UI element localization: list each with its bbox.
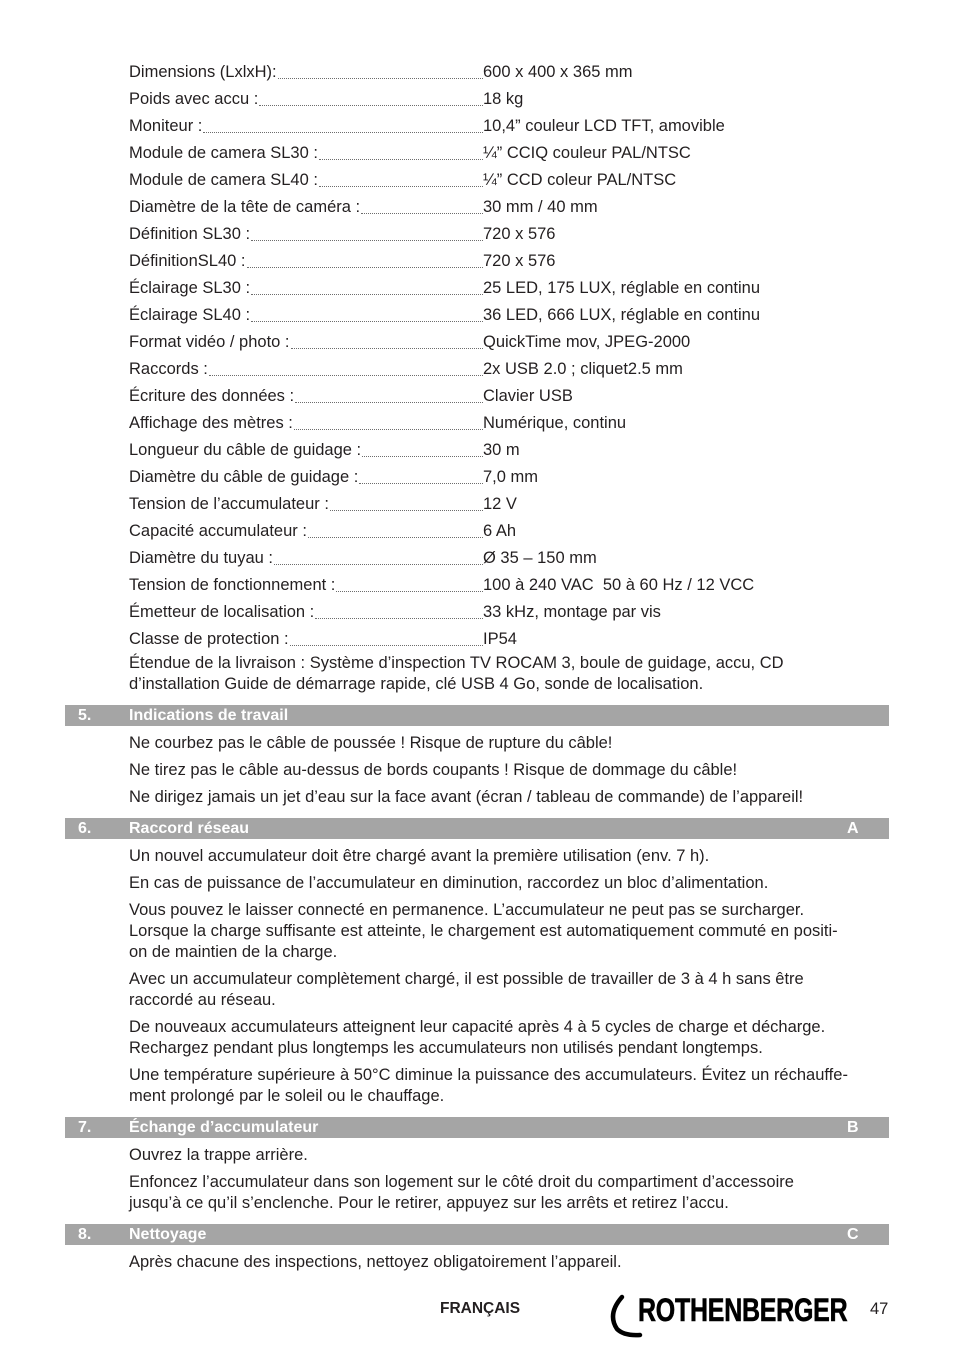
- spec-row: [129, 464, 954, 491]
- spec-row: [129, 599, 954, 626]
- text-line: Ne dirigez jamais un jet d’eau sur la face avant (écran / tableau de commande) de l’appareil!: [129, 788, 804, 806]
- dotted-leader: [315, 617, 483, 619]
- spec-label: Poids avec accu :: [129, 90, 259, 108]
- spec-row: [129, 383, 954, 410]
- spec-row: [129, 572, 954, 599]
- spec-label: Raccords :: [129, 360, 208, 378]
- dotted-leader: [291, 347, 484, 349]
- spec-label: Moniteur :: [129, 117, 203, 135]
- spec-label-cell: [129, 194, 483, 221]
- spec-label-cell: [129, 167, 483, 194]
- text-line: Étendue de la livraison : Système d’inspection TV ROCAM 3, boule de guidage, accu, CD: [129, 654, 784, 672]
- spec-value: 12 V: [483, 495, 517, 513]
- spec-label-cell: [129, 329, 483, 356]
- spec-label-cell: [129, 545, 483, 572]
- spec-value: Clavier USB: [483, 387, 573, 405]
- spec-label: Format vidéo / photo :: [129, 333, 290, 351]
- paragraph: [129, 1017, 954, 1059]
- spec-label-cell: [129, 86, 483, 113]
- spec-label-cell: [129, 302, 483, 329]
- spec-value: ¼” CCD coleur PAL/NTSC: [483, 171, 677, 189]
- text-line: Ouvrez la trappe arrière.: [129, 1146, 308, 1164]
- spec-label-cell: [129, 491, 483, 518]
- figure-reference: B: [847, 1119, 859, 1136]
- spec-row: [129, 356, 954, 383]
- spec-label: Éclairage SL40 :: [129, 306, 251, 324]
- dotted-leader: [330, 509, 483, 511]
- dotted-leader: [259, 104, 483, 106]
- paragraph: [129, 1252, 954, 1273]
- spec-label-cell: [129, 113, 483, 140]
- scope-of-delivery: [129, 653, 954, 695]
- figure-reference: A: [847, 820, 859, 837]
- text-line: d’installation Guide de démarrage rapide, clé USB 4 Go, sonde de localisation.: [129, 675, 704, 693]
- spec-row: [129, 518, 954, 545]
- section-title: Indications de travail: [129, 707, 289, 724]
- spec-value: 720 x 576: [483, 225, 556, 243]
- text-line: ment prolongé par le soleil ou le chauffage.: [129, 1087, 445, 1105]
- text-line: Une température supérieure à 50°C diminue la puissance des accumulateurs. Évitez un réchauffe-: [129, 1066, 848, 1084]
- text-line: Enfoncez l’accumulateur dans son logement sur le côté droit du compartiment d’accessoire: [129, 1173, 794, 1191]
- page-number: 47: [870, 1300, 889, 1318]
- footer-language: FRANÇAIS: [440, 1300, 521, 1317]
- paragraph: [129, 1172, 954, 1214]
- spec-label-cell: [129, 572, 483, 599]
- spec-label: Émetteur de localisation :: [129, 603, 315, 621]
- spec-row: [129, 59, 954, 86]
- dotted-leader: [278, 77, 483, 79]
- spec-row: [129, 248, 954, 275]
- spec-value: 10,4” couleur LCD TFT, amovible: [483, 117, 725, 135]
- spec-value: Numérique, continu: [483, 414, 627, 432]
- spec-label-cell: [129, 437, 483, 464]
- dotted-leader: [290, 644, 483, 646]
- paragraph: [129, 787, 954, 808]
- spec-value: 30 m: [483, 441, 520, 459]
- spec-label: Diamètre du tuyau :: [129, 549, 273, 567]
- section-number: 8.: [78, 1226, 92, 1243]
- spec-label-cell: [129, 410, 483, 437]
- spec-row: [129, 221, 954, 248]
- text-line: Ne courbez pas le câble de poussée ! Risque de rupture du câble!: [129, 734, 613, 752]
- text-line: De nouveaux accumulateurs atteignent leur capacité après 4 à 5 cycles de charge et décharge.: [129, 1018, 826, 1036]
- spec-value: IP54: [483, 630, 517, 648]
- dotted-leader: [319, 185, 483, 187]
- spec-label-cell: [129, 221, 483, 248]
- spec-value: 36 LED, 666 LUX, réglable en continu: [483, 306, 761, 324]
- dotted-leader: [251, 239, 483, 241]
- spec-label-cell: [129, 626, 483, 653]
- spec-label: Écriture des données :: [129, 387, 295, 405]
- spec-row: [129, 410, 954, 437]
- section-heading-bar: [65, 1224, 889, 1245]
- dotted-leader: [251, 293, 483, 295]
- spec-value: ¼” CCIQ couleur PAL/NTSC: [483, 144, 691, 162]
- text-line: En cas de puissance de l’accumulateur en diminution, raccordez un bloc d’alimentation.: [129, 874, 769, 892]
- dotted-leader: [294, 428, 483, 430]
- section-number: 7.: [78, 1119, 92, 1136]
- spec-label: Capacité accumulateur :: [129, 522, 307, 540]
- section-title: Raccord réseau: [129, 820, 250, 837]
- spec-label: Tension de fonctionnement :: [129, 576, 336, 594]
- spec-value: 25 LED, 175 LUX, réglable en continu: [483, 279, 761, 297]
- manual-page: [0, 59, 954, 1279]
- spec-value: 6 Ah: [483, 522, 517, 540]
- paragraph: [129, 1065, 954, 1107]
- dotted-leader: [336, 590, 483, 592]
- text-line: Après chacune des inspections, nettoyez obligatoirement l’appareil.: [129, 1253, 622, 1271]
- spec-row: [129, 626, 954, 653]
- spec-value: QuickTime mov, JPEG-2000: [483, 333, 691, 351]
- spec-row: [129, 140, 954, 167]
- text-line: Un nouvel accumulateur doit être chargé avant la première utilisation (env. 7 h).: [129, 847, 710, 865]
- dotted-leader: [362, 455, 483, 457]
- spec-row: [129, 86, 954, 113]
- manual-sections: [0, 705, 954, 1273]
- section-number: 6.: [78, 820, 92, 837]
- spec-value: Ø 35 – 150 mm: [483, 549, 597, 567]
- text-line: Rechargez pendant plus longtemps les accumulateurs non utilisés pendant longtemps.: [129, 1039, 763, 1057]
- spec-label: Diamètre du câble de guidage :: [129, 468, 359, 486]
- spec-label: Dimensions (LxlxH):: [129, 63, 277, 81]
- spec-row: [129, 545, 954, 572]
- section-title: Échange d’accumulateur: [129, 1119, 319, 1136]
- spec-row: [129, 437, 954, 464]
- spec-label-cell: [129, 140, 483, 167]
- spec-value: 18 kg: [483, 90, 524, 108]
- spec-row: [129, 113, 954, 140]
- spec-label: Longueur du câble de guidage :: [129, 441, 362, 459]
- spec-label: Éclairage SL30 :: [129, 279, 251, 297]
- dotted-leader: [361, 212, 483, 214]
- dotted-leader: [295, 401, 483, 403]
- text-line: Ne tirez pas le câble au-dessus de bords coupants ! Risque de dommage du câble!: [129, 761, 738, 779]
- text-line: Lorsque la charge suffisante est atteinte, le chargement est automatiquement commuté en positi-: [129, 922, 838, 940]
- spec-label: Définition SL30 :: [129, 225, 251, 243]
- spec-label: DéfinitionSL40 :: [129, 252, 246, 270]
- spec-label-cell: [129, 599, 483, 626]
- spec-row: [129, 491, 954, 518]
- spec-label-cell: [129, 248, 483, 275]
- paragraph: [129, 846, 954, 867]
- spec-label-cell: [129, 356, 483, 383]
- dotted-leader: [251, 320, 483, 322]
- spec-label-cell: [129, 518, 483, 545]
- spec-value: 7,0 mm: [483, 468, 539, 486]
- paragraph: [129, 900, 954, 963]
- section-heading-bar: [65, 818, 889, 839]
- spec-value: 33 kHz, montage par vis: [483, 603, 661, 621]
- section-heading-bar: [65, 1117, 889, 1138]
- dotted-leader: [203, 131, 483, 133]
- section-title: Nettoyage: [129, 1226, 207, 1243]
- spec-row: [129, 302, 954, 329]
- text-line: Avec un accumulateur complètement chargé, il est possible de travailler de 3 à 4 h sans être: [129, 970, 804, 988]
- paragraph: [129, 733, 954, 754]
- dotted-leader: [319, 158, 483, 160]
- text-line: on de maintien de la charge.: [129, 943, 338, 961]
- dotted-leader: [274, 563, 483, 565]
- spec-label-cell: [129, 383, 483, 410]
- spec-label: Classe de protection :: [129, 630, 289, 648]
- spec-value: 100 à 240 VAC 50 à 60 Hz / 12 VCC: [483, 576, 755, 594]
- spec-label: Affichage des mètres :: [129, 414, 293, 432]
- section-number: 5.: [78, 707, 92, 724]
- paragraph: [129, 873, 954, 894]
- dotted-leader: [209, 374, 483, 376]
- spec-value: 2x USB 2.0 ; cliquet2.5 mm: [483, 360, 683, 378]
- text-line: Vous pouvez le laisser connecté en permanence. L’accumulateur ne peut pas se surcharger.: [129, 901, 805, 919]
- spec-value: 30 mm / 40 mm: [483, 198, 598, 216]
- paragraph: [129, 760, 954, 781]
- spec-row: [129, 194, 954, 221]
- figure-reference: C: [847, 1226, 859, 1243]
- text-line: jusqu’à ce qu’il s’enclenche. Pour le retirer, appuyez sur les arrêts et retirez l’accu.: [129, 1194, 729, 1212]
- dotted-leader: [308, 536, 483, 538]
- paragraph: [129, 1145, 954, 1166]
- spec-row: [129, 275, 954, 302]
- spec-value: 720 x 576: [483, 252, 556, 270]
- spec-label: Module de camera SL40 :: [129, 171, 318, 189]
- section-heading-bar: [65, 705, 889, 726]
- spec-row: [129, 329, 954, 356]
- dotted-leader: [247, 266, 484, 268]
- dotted-leader: [359, 482, 483, 484]
- brand-name: ROTHENBERGER: [638, 1292, 848, 1328]
- spec-label: Module de camera SL30 :: [129, 144, 318, 162]
- text-line: raccordé au réseau.: [129, 991, 276, 1009]
- paragraph: [129, 969, 954, 1011]
- spec-label: Diamètre de la tête de caméra :: [129, 198, 361, 216]
- spec-value: 600 x 400 x 365 mm: [483, 63, 633, 81]
- spec-row: [129, 167, 954, 194]
- spec-label-cell: [129, 464, 483, 491]
- spec-label-cell: [129, 59, 483, 86]
- brand-logo: [604, 1292, 860, 1338]
- spec-label-cell: [129, 275, 483, 302]
- spec-label: Tension de l’accumulateur :: [129, 495, 329, 513]
- specifications-table: [0, 59, 954, 653]
